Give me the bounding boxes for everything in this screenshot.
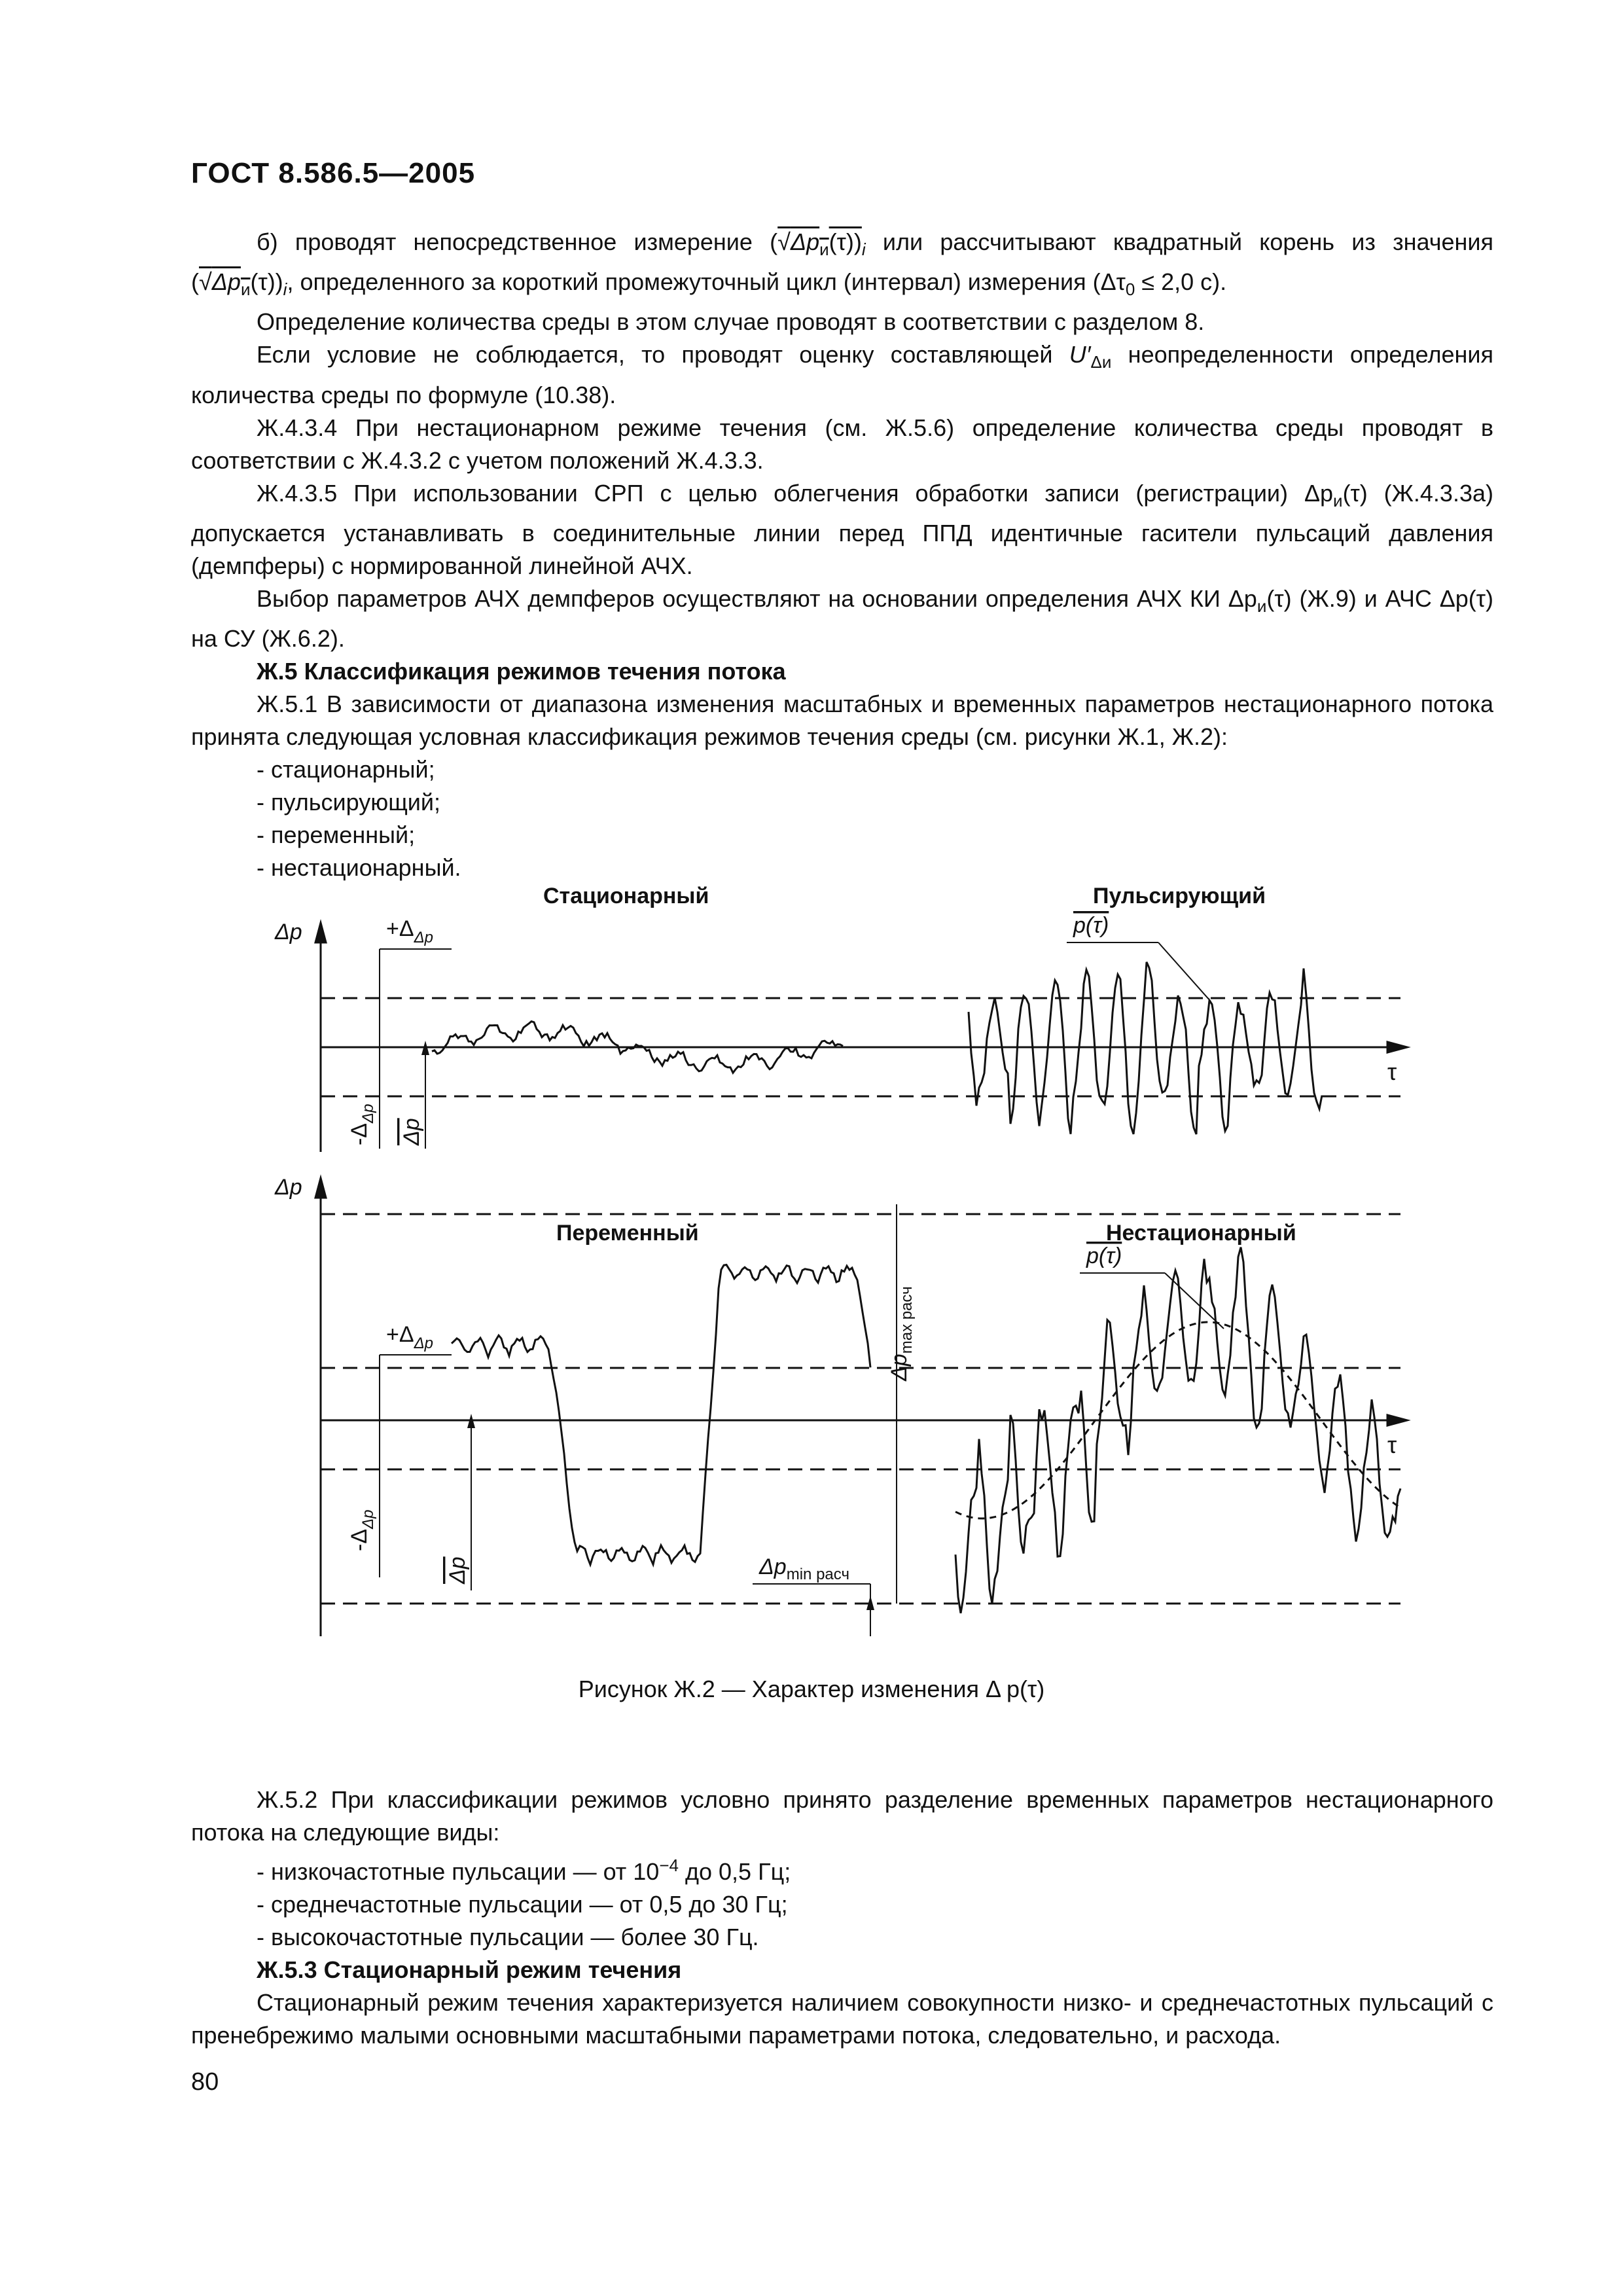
dp-bar-top: Δp xyxy=(399,1118,424,1145)
paragraph-2: Определение количества среды в этом случае проводят в соответствии с разделом 8. xyxy=(257,308,1205,336)
text-block-bottom xyxy=(191,1784,1493,2052)
figure-zh2 xyxy=(262,857,1440,1656)
axis-dp-bottom: Δp xyxy=(275,1175,302,1200)
paragraph-4: Ж.4.3.4 При нестационарном режиме течения (см. Ж.5.6) определение количества среды проводят в соответствии с Ж.4.3.2 с учетом положений Ж.4.3.3. xyxy=(191,414,1493,474)
figure-caption: Рисунок Ж.2 — Характер изменения Δ p(τ) xyxy=(578,1676,1045,1702)
label-nonstationary: Нестационарный xyxy=(1106,1221,1296,1246)
p-bar-top: p(τ) xyxy=(1073,913,1109,938)
page-header: ГОСТ 8.586.5—2005 xyxy=(191,157,476,189)
label-stationary: Стационарный xyxy=(543,884,709,908)
list-item: - высокочастотные пульсации — более 30 Гц. xyxy=(191,1921,1493,1954)
p-bar-bottom: p(τ) xyxy=(1086,1244,1122,1268)
plus-delta-top: $+\Delta_{\Delta p}$ xyxy=(386,916,434,946)
paragraph-b: б) проводят непосредственное измерение $(√\Delta p_и(\tau))_i$ или рассчитывают квадратный корень из значения $(√\Delta p_и(\tau))_i$, определенного за короткий промежуточный цикл (интервал) измерения ($\Delta\tau_0 \le 2,0$ с). xyxy=(191,228,1494,300)
list-item: - пульсирующий; xyxy=(191,786,1493,819)
dp-max-label: $\Delta p_{max расч}$ xyxy=(887,1286,916,1381)
minus-delta-bottom: $-\Delta_{\Delta p}$ xyxy=(347,1509,377,1551)
paragraph-9: Стационарный режим течения характеризуется наличием совокупности низко- и среднечастотных пульсаций с пренебрежимо малыми основными масштабными параметрами потока, следовательно, и расхода. xyxy=(191,1989,1493,2049)
paragraph-7: Ж.5.1 В зависимости от диапазона изменения масштабных и временных параметров нестационарного потока принята следующая условная классификация режимов течения среды (см. рисунки Ж.1, Ж.2): xyxy=(191,690,1493,750)
minus-delta-top: $-\Delta_{\Delta p}$ xyxy=(347,1103,377,1145)
label-pulsating: Пульсирующий xyxy=(1093,884,1266,908)
section-heading-zh53: Ж.5.3 Стационарный режим течения xyxy=(257,1956,682,1983)
paragraph-6: Выбор параметров АЧХ демпферов осуществляют на основании определения АЧХ КИ $\Delta p_и(\tau)$ (Ж.9) и АЧС Δp(τ) на СУ (Ж.6.2). xyxy=(191,584,1493,652)
list-item: - среднечастотные пульсации — от 0,5 до 30 Гц; xyxy=(191,1888,1493,1921)
plus-delta-bottom: $+\Delta_{\Delta p}$ xyxy=(386,1322,434,1352)
list-item: - стационарный; xyxy=(191,753,1493,786)
page-number: 80 xyxy=(191,2068,219,2096)
dp-min-label: $\Delta p_{min расч}$ xyxy=(759,1554,850,1583)
list-item: - переменный; xyxy=(191,819,1493,852)
label-variable: Переменный xyxy=(556,1221,699,1246)
axis-tau-top: τ xyxy=(1387,1058,1397,1085)
axis-dp-top: Δp xyxy=(275,920,302,944)
section-heading-zh5: Ж.5 Классификация режимов течения потока xyxy=(257,657,786,685)
dp-bar-bottom: Δp xyxy=(445,1556,470,1584)
list-item: - нестационарный. xyxy=(191,852,1493,884)
paragraph-5: Ж.4.3.5 При использовании СРП с целью облегчения обработки записи (регистрации) $\Delta p_и(\tau)$ (Ж.4.3.3а) допускается устанавливать в соединительные линии перед ППД идентичные гасители пульсаций давления (демпферы) с нормированной линейной АЧХ. xyxy=(191,479,1493,579)
list-item: - низкочастотные пульсации — от $10^{-4}$ до 0,5 Гц; xyxy=(191,1849,1493,1888)
axis-tau-bottom: τ xyxy=(1387,1431,1397,1458)
paragraph-8: Ж.5.2 При классификации режимов условно принято разделение временных параметров нестационарного потока на следующие виды: xyxy=(191,1786,1493,1846)
paragraph-3: Если условие не соблюдается, то проводят оценку составляющей $U'_{\Delta и}$ неопределенности определения количества среды по формуле (10.38). xyxy=(191,341,1493,408)
text-block-top xyxy=(191,226,1493,884)
